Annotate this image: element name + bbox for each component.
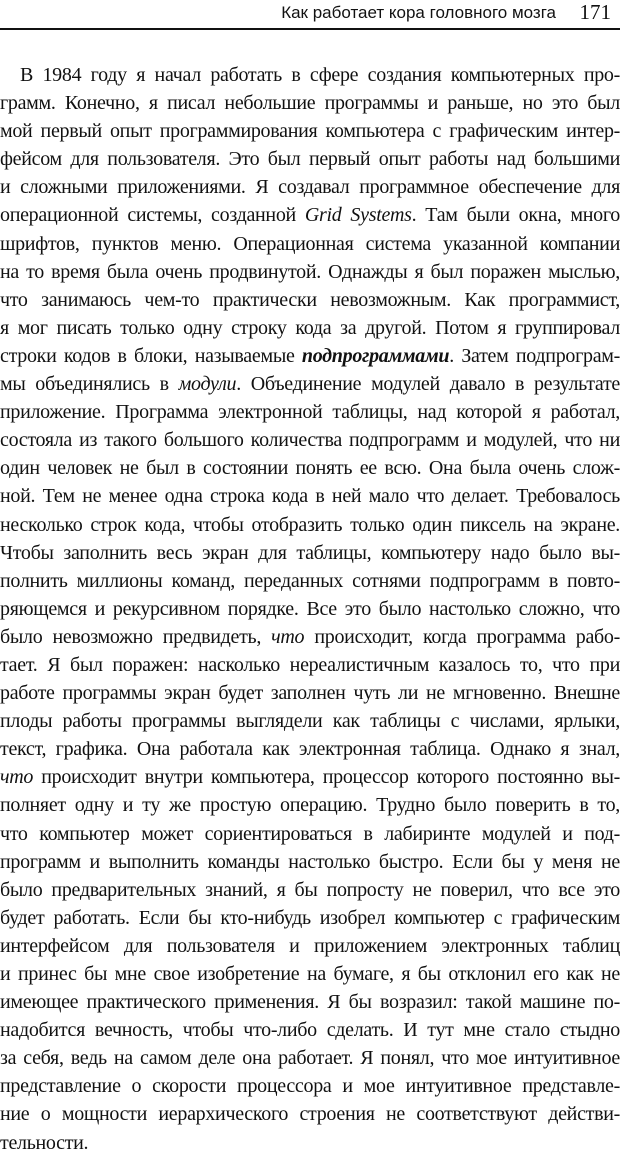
text-line xyxy=(0,398,620,426)
text-run: тает. Я был поражен: насколько нереалистичным казалось то, что при xyxy=(0,653,620,676)
text-line xyxy=(0,960,620,988)
text-run: происходит, когда программа рабо- xyxy=(304,625,620,648)
text-line xyxy=(0,679,620,707)
text-line xyxy=(0,567,620,595)
text-line xyxy=(0,1129,620,1157)
text-run: ние о мощности иерархического строения не соответствуют действи- xyxy=(0,1103,620,1126)
text-run: В 1984 году я начал работать в сфере создания компьютерных про- xyxy=(20,64,620,86)
text-line xyxy=(0,932,620,960)
text-line xyxy=(0,651,620,679)
text-run: что занимаюсь чем-то практически невозможным. Как программист, xyxy=(0,288,620,311)
text-run: . Там были окна, много xyxy=(411,204,620,227)
text-run: приложение. Программа электронной таблицы, над которой я работал, xyxy=(0,401,620,424)
text-line xyxy=(0,342,620,370)
text-run: программ и выполнить команды настолько быстро. Если бы у меня не xyxy=(0,850,620,873)
text-run: и принес бы мне свое изобретение на бумаге, я бы отклонил его как не xyxy=(0,963,620,985)
running-header xyxy=(0,0,620,30)
text-run: работе программы экран будет заполнен чуть ли не мгновенно. Внешне xyxy=(0,682,620,705)
text-run: шрифтов, пунктов меню. Операционная система указанной компании xyxy=(0,232,620,255)
text-run: операционной системы, созданной xyxy=(0,204,305,227)
text-line xyxy=(0,482,620,510)
text-line xyxy=(0,595,620,623)
emphasized-term: модули xyxy=(178,373,237,396)
text-line xyxy=(0,230,620,258)
text-run: мы объединялись в xyxy=(0,373,179,396)
text-run: за себя, ведь на самом деле она работает. Я понял, что мое интуитивное xyxy=(0,1047,620,1070)
text-line xyxy=(0,763,620,791)
text-line xyxy=(0,173,620,201)
text-line xyxy=(0,1044,620,1072)
text-line xyxy=(0,145,620,173)
text-line xyxy=(0,454,620,482)
text-line xyxy=(0,370,620,398)
text-run: плоды работы программы выглядели как таблицы с числами, ярлыки, xyxy=(0,710,620,733)
text-run: Чтобы заполнить весь экран для таблицы, компьютеру надо было вы- xyxy=(0,541,620,564)
text-run: ной. Тем не менее одна строка кода в ней мало что делает. Требовалось xyxy=(0,485,620,508)
text-run: фейсом для пользователя. Это был первый опыт работы над большими xyxy=(0,148,620,171)
emphasized-term: что xyxy=(271,625,305,648)
text-line xyxy=(0,876,620,904)
text-run: имеющее практического применения. Я бы возразил: такой машине по- xyxy=(0,991,620,1014)
text-line xyxy=(0,314,620,342)
text-run: мой первый опыт программирования компьютера с графическим интер- xyxy=(0,120,620,143)
text-run: текст, графика. Она работала как электронная таблица. Однако я знал, xyxy=(0,738,620,761)
text-run: интерфейсом для пользователя и приложением электронных таблиц xyxy=(0,934,620,957)
text-line xyxy=(0,1072,620,1100)
text-run: будет работать. Если бы кто-нибудь изобрел компьютер с графическим xyxy=(0,906,620,929)
emphasized-term: что xyxy=(0,766,34,789)
text-line xyxy=(0,904,620,932)
text-run: строки кодов в блоки, называемые xyxy=(0,344,302,367)
text-run: что компьютер может сориентироваться в лабиринте модулей и под- xyxy=(0,822,620,845)
text-line xyxy=(0,258,620,286)
emphasized-term: Grid Systems xyxy=(304,204,412,227)
text-line xyxy=(0,848,620,876)
text-line xyxy=(0,89,620,117)
text-line xyxy=(0,1016,620,1044)
text-run: тельности. xyxy=(0,1131,89,1154)
text-run: полняет одну и ту же простую операцию. Трудно было поверить в то, xyxy=(0,794,620,817)
text-line xyxy=(0,61,620,89)
text-run: состояла из такого большого количества подпрограмм и модулей, что ни xyxy=(0,429,620,452)
text-line xyxy=(0,539,620,567)
text-line xyxy=(0,426,620,454)
text-run: было предварительных знаний, я бы попросту не поверил, что все это xyxy=(0,878,620,901)
text-run: надобится вечность, чтобы что-либо сделать. И тут мне стало стыдно xyxy=(0,1019,620,1042)
text-line xyxy=(0,511,620,539)
text-line xyxy=(0,1100,620,1128)
text-line xyxy=(0,988,620,1016)
text-line xyxy=(0,201,620,229)
text-run: . Объединение модулей давало в результате xyxy=(236,373,620,396)
emphasized-term: подпрограммами xyxy=(301,344,450,367)
text-run: представление о скорости процессора и мое интуитивное представле- xyxy=(0,1075,620,1098)
text-line xyxy=(0,623,620,651)
text-run: я мог писать только одну строку кода за другой. Потом я группировал xyxy=(0,316,620,339)
text-run: на то время была очень продвинутой. Однажды я был поражен мыслью, xyxy=(0,260,620,283)
text-run: . Затем подпрограм- xyxy=(449,344,620,367)
text-run: происходит внутри компьютера, процессор которого постоянно вы- xyxy=(33,766,620,789)
text-run: было невозможно предвидеть, xyxy=(0,625,272,648)
text-run: ряющемся и рекурсивном порядке. Все это было настолько сложно, что xyxy=(0,597,620,620)
text-line xyxy=(0,735,620,763)
text-run: и сложными приложениями. Я создавал программное обеспечение для xyxy=(0,176,620,199)
running-title: Как работает кора головного мозга xyxy=(281,3,556,22)
text-line xyxy=(0,791,620,819)
text-line xyxy=(0,707,620,735)
text-line xyxy=(0,820,620,848)
page-number: 171 xyxy=(579,0,611,24)
text-run: несколько строк кода, чтобы отобразить только один пиксель на экране. xyxy=(0,513,620,536)
text-run: полнить миллионы команд, переданных сотнями подпрограмм в повто- xyxy=(0,569,620,592)
text-line xyxy=(0,286,620,314)
body-paragraph xyxy=(0,61,620,1157)
text-line xyxy=(0,117,620,145)
text-run: грамм. Конечно, я писал небольшие программы и раньше, но это был xyxy=(0,92,620,115)
text-run: один человек не был в состоянии понять ее всю. Она была очень слож- xyxy=(0,457,620,480)
